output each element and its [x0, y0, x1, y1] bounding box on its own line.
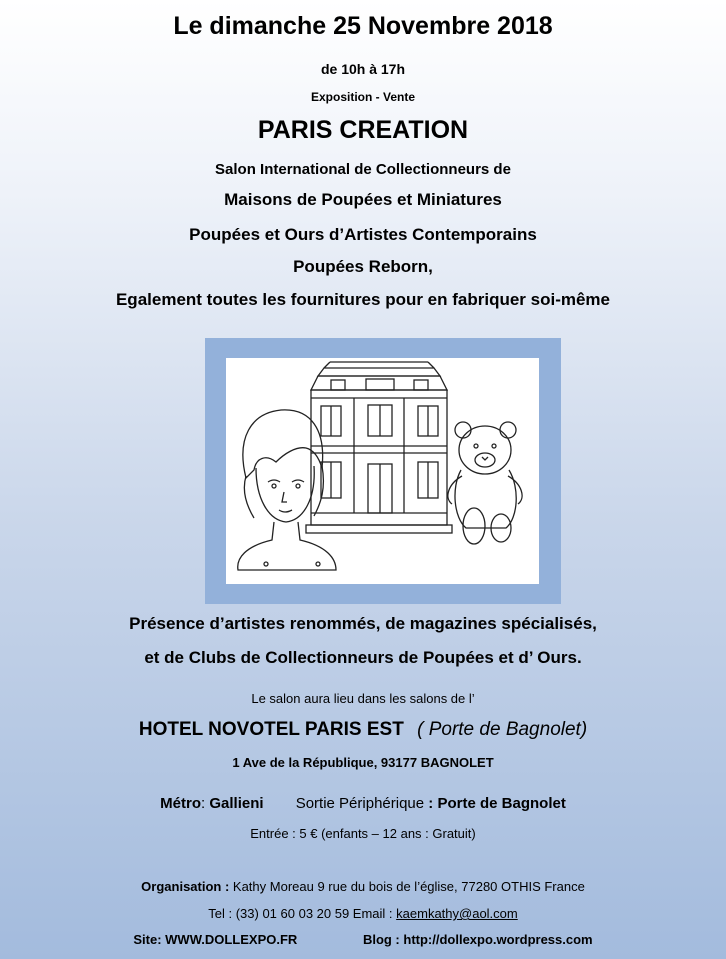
- metro-sep: :: [201, 795, 210, 812]
- contact-prefix: Tel : (33) 01 60 03 20 59 Email :: [208, 906, 397, 921]
- event-type: Exposition - Vente: [310, 90, 415, 104]
- exit-value: Porte de Bagnolet: [437, 795, 566, 812]
- event-hours: de 10h à 17h: [320, 61, 406, 77]
- org-label: Organisation :: [141, 879, 230, 894]
- exit-label: Sortie Périphérique: [295, 795, 425, 812]
- event-title: PARIS CREATION: [257, 116, 469, 144]
- intro-line-4: Poupées Reborn,: [293, 257, 433, 276]
- hotel-name: HOTEL NOVOTEL PARIS EST: [138, 719, 404, 740]
- organisation-line: [0, 879, 726, 894]
- email-link[interactable]: kaemkathy@aol.com: [396, 906, 518, 921]
- venue-hotel: [0, 719, 726, 741]
- venue-intro: Le salon aura lieu dans les salons de l’: [251, 691, 475, 706]
- venue-address: 1 Ave de la République, 93177 BAGNOLET: [232, 755, 494, 770]
- intro-line-1: Salon International de Collectionneurs de: [215, 161, 511, 178]
- intro-line-3: Poupées et Ours d’Artistes Contemporains: [189, 225, 537, 244]
- entry-fee: Entrée : 5 € (enfants – 12 ans : Gratuit): [250, 826, 476, 841]
- access-line: [0, 795, 726, 812]
- event-date: Le dimanche 25 Novembre 2018: [173, 12, 553, 40]
- presence-line-1: Présence d’artistes renommés, de magazines spécialisés,: [129, 614, 597, 633]
- site-link[interactable]: Site: WWW.DOLLEXPO.FR: [133, 932, 298, 947]
- blog-link[interactable]: Blog : http://dollexpo.wordpress.com: [362, 932, 593, 947]
- links-line: [0, 932, 726, 947]
- presence-line-2: et de Clubs de Collectionneurs de Poupées et d’ Ours.: [144, 648, 582, 667]
- metro-value: Gallieni: [209, 795, 264, 812]
- contact-line: [0, 906, 726, 921]
- dollhouse-icon: [306, 362, 452, 533]
- teddy-bear-icon: [448, 422, 522, 544]
- intro-line-5: Egalement toutes les fournitures pour en fabriquer soi-même: [115, 290, 611, 309]
- exit-sep: :: [424, 795, 438, 812]
- org-value: Kathy Moreau 9 rue du bois de l’église, 77280 OTHIS France: [229, 879, 585, 894]
- metro-label: Métro: [160, 795, 201, 812]
- illustration: [226, 358, 539, 584]
- hotel-note: ( Porte de Bagnolet): [417, 719, 588, 740]
- intro-line-2: Maisons de Poupées et Miniatures: [224, 190, 502, 209]
